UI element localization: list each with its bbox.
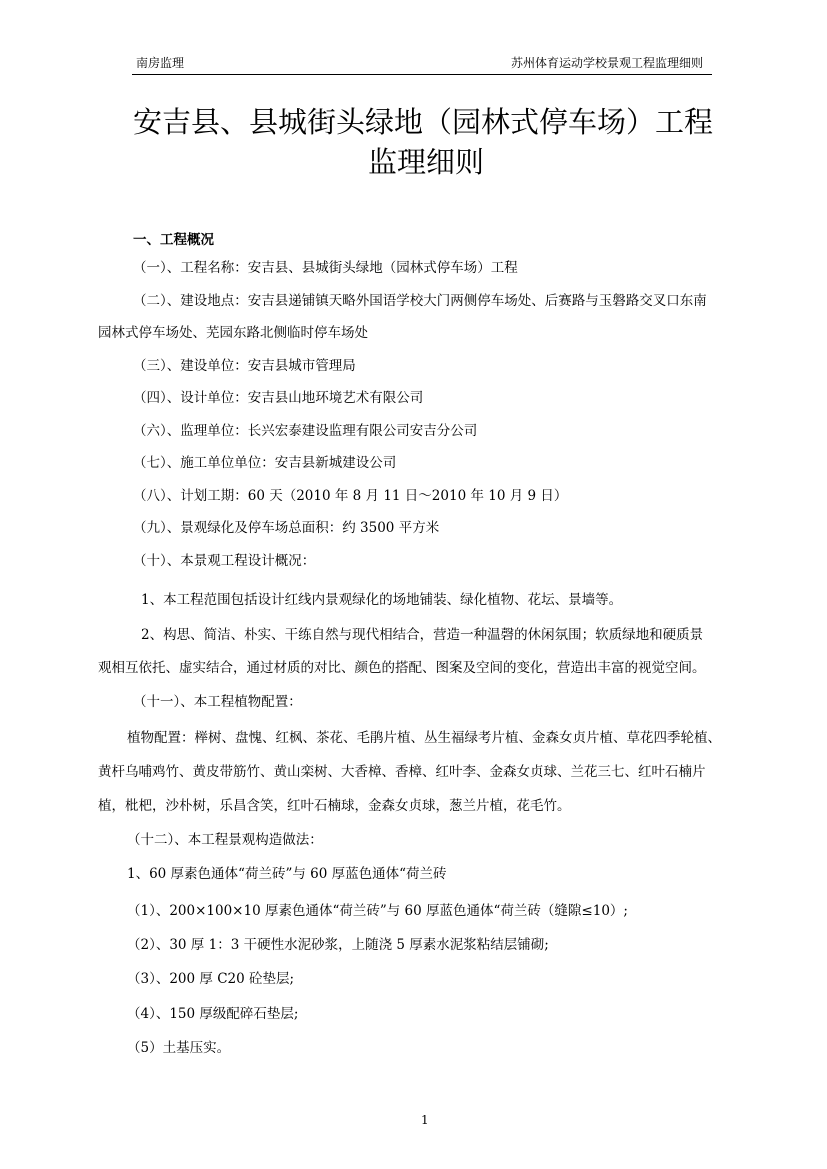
construction-item-1: 1、60 厚素色通体“荷兰砖”与 60 厚蓝色通体“荷兰砖 [127, 866, 447, 882]
title-line-1: 安吉县、县城街头绿地（园林式停车场）工程 [133, 105, 714, 139]
page-number: 1 [421, 1113, 429, 1127]
overview-item: （一）、工程名称：安吉县、县城街头绿地（园林式停车场）工程 [133, 260, 518, 276]
plants-line-3: 植，枇杷，沙朴树，乐昌含笑，红叶石楠球，金森女贞球，葱兰片植，花毛竹。 [98, 798, 571, 814]
overview-item: （九）、景观绿化及停车场总面积：约 3500 平方米 [133, 520, 440, 536]
header-rule [132, 74, 712, 75]
header-right-text: 苏州体育运动学校景观工程监理细则 [511, 56, 704, 70]
overview-item: （六）、监理单位：长兴宏泰建设监理有限公司安吉分公司 [133, 423, 478, 439]
overview-item: （八）、计划工期：60 天（2010 年 8 月 11 日～2010 年 10 月 9 日） [133, 488, 568, 504]
construction-subitem: （2）、30 厚 1：3 干硬性水泥砂浆，上随浇 5 厚素水泥浆粘结层铺砌; [127, 937, 549, 953]
design-paragraph-1: 1、本工程范围包括设计红线内景观绿化的场地铺装、绿化植物、花坛、景墙等。 [141, 592, 623, 608]
overview-item: （三）、建设单位：安吉县城市管理局 [133, 358, 356, 374]
title-line-2: 监理细则 [368, 145, 485, 179]
overview-item: 园林式停车场处、芜园东路北侧临时停车场处 [98, 325, 368, 341]
design-paragraph-2-line-2: 观相互依托、虚实结合，通过材质的对比、颜色的搭配、图案及空间的变化，营造出丰富的视觉空间。 [98, 660, 706, 676]
plants-line-1: 植物配置：榉树、盘愧、红枫、茶花、毛鹃片植、丛生福绿考片植、金森女贞片植、草花四季轮植、 [127, 730, 721, 746]
overview-item: （四）、设计单位：安吉县山地环境艺术有限公司 [133, 390, 424, 406]
plants-line-2: 黄杆乌哺鸡竹、黄皮带筋竹、黄山栾树、大香樟、香樟、红叶李、金森女贞球、兰花三七、红叶石楠片 [98, 764, 706, 780]
overview-item: （十）、本景观工程设计概况： [133, 553, 316, 569]
overview-item: （二）、建设地点：安吉县递铺镇天略外国语学校大门两侧停车场处、后赛路与玉磐路交叉口东南 [133, 293, 707, 309]
construction-subitem: （5）土基压实。 [127, 1040, 231, 1056]
construction-subitem: （4）、150 厚级配碎石垫层; [127, 1006, 299, 1022]
construction-subitem: （3）、200 厚 C20 砼垫层; [127, 971, 295, 987]
design-paragraph-2-line-1: 2、构思、简洁、朴实、干练自然与现代相结合，营造一种温磬的休闲氛围；软质绿地和硬质景 [141, 627, 704, 643]
plants-heading: （十一）、本工程植物配置： [133, 694, 302, 710]
construction-heading: （十二）、本工程景观构造做法： [127, 832, 323, 848]
section-heading: 一、工程概况 [133, 232, 214, 248]
overview-item: （七）、施工单位单位：安吉县新城建设公司 [133, 455, 397, 471]
header-left-text: 南房监理 [136, 56, 185, 70]
construction-subitem: （1）、200×100×10 厚素色通体“荷兰砖”与 60 厚蓝色通体“荷兰砖（缝隙≤10）; [127, 903, 628, 919]
